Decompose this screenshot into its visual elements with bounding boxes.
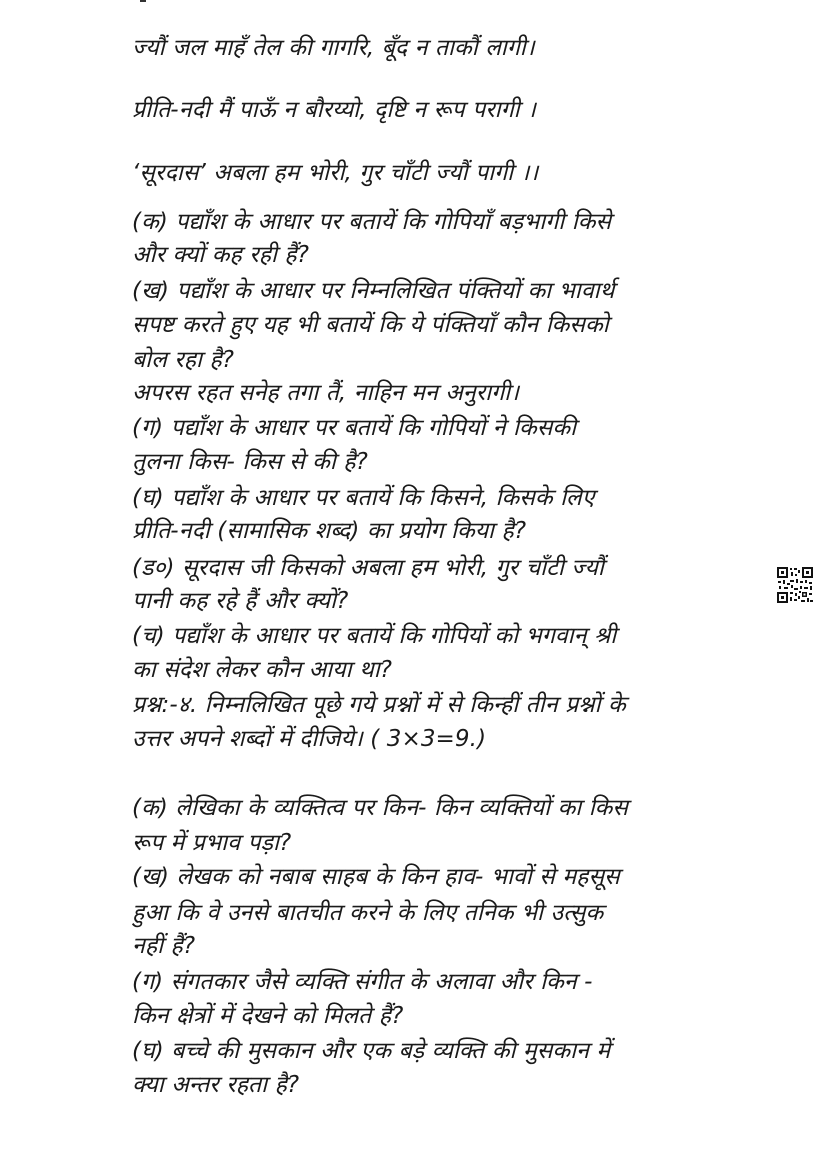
question-kha-line-3: बोल रहा है? <box>132 347 235 373</box>
question-cha-line-1: (च) पद्याँश के आधार पर बतायें कि गोपियों को भगवान् श्री <box>132 623 617 649</box>
question-da-line-2: पानी कह रहे हैं और क्यों? <box>132 588 349 614</box>
question-kha-line-1: (ख) पद्याँश के आधार पर निम्नलिखित पंक्तियों का भावार्थ <box>132 278 615 304</box>
question-ka-line-2: और क्यों कह रही हैं? <box>132 242 310 268</box>
question-4-ga-line-1: (ग) संगतकार जैसे व्यक्ति संगीत के अलावा और किन - <box>132 969 593 995</box>
question-ga-line-1: (ग) पद्याँश के आधार पर बतायें कि गोपियों ने किसकी <box>132 415 577 441</box>
question-4-kha-line-1: (ख) लेखक को नबाब साहब के किन हाव- भावों से महसूस <box>132 864 620 890</box>
question-4-ka-line-1: (क) लेखिका के व्यक्तित्व पर किन- किन व्यक्तियों का किस <box>132 795 629 821</box>
verse-line-3: ‘सूरदास’ अबला हम भोरी, गुर चाँटी ज्यौं पागी ।। <box>132 160 539 186</box>
question-4-heading-line-1: प्रश्न:-४. निम्नलिखित पूछे गये प्रश्नों में से किन्हीं तीन प्रश्नों के <box>132 692 626 718</box>
question-kha-line-2: सपष्ट करते हुए यह भी बतायें कि ये पंक्तियाँ कौन किसको <box>132 312 609 338</box>
verse-line-1: ज्यौं जल माहँ तेल की गागरि, बूँद न ताकौं लागी। <box>132 35 535 61</box>
question-4-gha-line-2: क्या अन्तर रहता है? <box>132 1072 300 1098</box>
question-ga-line-2: तुलना किस- किस से की है? <box>132 449 368 475</box>
question-gha-line-1: (घ) पद्याँश के आधार पर बतायें कि किसने, किसके लिए <box>132 485 595 511</box>
question-4-gha-line-1: (घ) बच्चे की मुसकान और एक बड़े व्यक्ति की मुसकान में <box>132 1038 611 1064</box>
question-4-ga-line-2: किन क्षेत्रों में देखने को मिलते हैं? <box>132 1003 404 1029</box>
question-4-kha-line-2: हुआ कि वे उनसे बातचीत करने के लिए तनिक भी उत्सुक <box>132 900 604 926</box>
question-da-line-1: (ड०) सूरदास जी किसको अबला हम भोरी, गुर चाँटी ज्यौं <box>132 555 604 581</box>
question-gha-line-2: प्रीति-नदी (सामासिक शब्द) का प्रयोग किया है? <box>132 518 527 544</box>
verse-line-2: प्रीति-नदी मैं पाऊँ न बौरय्यो, दृष्टि न रूप परागी । <box>132 97 536 123</box>
scan-mark <box>140 0 146 2</box>
qr-code-icon <box>776 566 814 604</box>
question-kha-verse: अपरस रहत सनेह तगा तैं, नाहिन मन अनुरागी। <box>132 380 520 406</box>
question-cha-line-2: का संदेश लेकर कौन आया था? <box>132 657 393 683</box>
question-ka-line-1: (क) पद्याँश के आधार पर बतायें कि गोपियाँ बड़भागी किसे <box>132 209 612 235</box>
question-4-heading-line-2: उत्तर अपने शब्दों में दीजिये। ( 3×3=9.) <box>132 726 487 752</box>
question-4-ka-line-2: रूप में प्रभाव पड़ा? <box>132 830 292 856</box>
question-4-kha-line-3: नहीं हैं? <box>132 933 196 959</box>
